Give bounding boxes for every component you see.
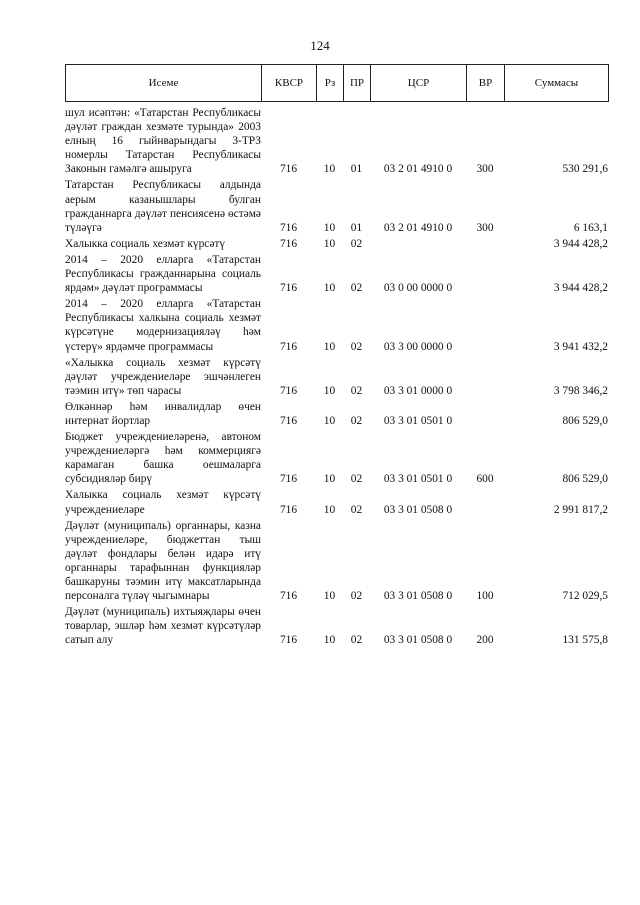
- cell-kvsr: 716: [279, 237, 298, 250]
- header-sum: Суммасы: [505, 65, 609, 102]
- cell-vr: [466, 251, 504, 295]
- cell-vr: 200: [476, 634, 494, 647]
- cell-kvsr: 716: [279, 340, 298, 353]
- cell-pr: 02: [350, 340, 363, 353]
- table-row: [65, 486, 608, 516]
- cell-vr: [466, 295, 504, 353]
- cell-sum: 3 798 346,2: [553, 384, 608, 397]
- cell-rz: 10: [323, 473, 336, 486]
- cell-sum: 806 529,0: [562, 414, 608, 427]
- cell-kvsr: 716: [279, 282, 298, 295]
- table-row: [65, 354, 608, 398]
- cell-name: Дәүләт (муниципаль) ихтыяҗлары өчен товарлар, эшләр һәм хезмәт күрсәтүләр сатып алу: [65, 606, 261, 647]
- cell-vr: 300: [476, 221, 494, 234]
- page-number: 124: [310, 38, 330, 53]
- cell-kvsr: 716: [279, 634, 298, 647]
- cell-rz: 10: [323, 221, 336, 234]
- cell-pr: 02: [350, 237, 363, 250]
- cell-name: «Халыкка социаль хезмәт күрсәтү дәүләт учреждениеләре эшчәнлеген тәэмин итү» төп чарасы: [65, 356, 261, 397]
- cell-csr: 03 2 01 4910 0: [383, 163, 453, 176]
- cell-rz: 10: [323, 163, 336, 176]
- cell-rz: 10: [323, 237, 336, 250]
- cell-csr: 03 3 01 0000 0: [383, 384, 453, 397]
- cell-sum: 3 944 428,2: [553, 282, 608, 295]
- cell-kvsr: 716: [279, 384, 298, 397]
- cell-csr: 03 3 01 0501 0: [383, 473, 453, 486]
- cell-csr: 03 2 01 4910 0: [383, 221, 453, 234]
- cell-csr: 03 3 00 0000 0: [383, 340, 453, 353]
- cell-vr: [466, 354, 504, 398]
- cell-rz: 10: [323, 590, 336, 603]
- table-row: [65, 235, 608, 251]
- table-row: [65, 104, 608, 176]
- cell-pr: 02: [350, 590, 363, 603]
- cell-rz: 10: [323, 414, 336, 427]
- cell-vr: 300: [476, 163, 494, 176]
- cell-pr: 02: [350, 414, 363, 427]
- cell-name: шул исәптән: «Татарстан Республикасы дәүләт граждан хезмәте турында» 2003 елның 16 гыйнварындагы 3-ТРЗ номерлы Татарстан Республикасы Законын гамәлгә ашыруга: [65, 107, 261, 176]
- table-row: [65, 251, 608, 295]
- cell-rz: 10: [323, 340, 336, 353]
- header-csr: ЦСР: [371, 65, 467, 102]
- cell-name: Бюджет учреждениеләренә, автоном учреждениеләргә һәм коммерциягә карамаган башка оешмаларга субсидияләр бирү: [65, 431, 261, 486]
- cell-kvsr: 716: [279, 473, 298, 486]
- budget-table: [65, 104, 608, 647]
- table-row: [65, 603, 608, 647]
- header-vr: ВР: [467, 65, 505, 102]
- cell-kvsr: 716: [279, 221, 298, 234]
- cell-vr: 600: [476, 473, 494, 486]
- cell-rz: 10: [323, 384, 336, 397]
- cell-csr: 03 3 01 0508 0: [383, 634, 453, 647]
- cell-sum: 131 575,8: [562, 634, 608, 647]
- cell-name: Өлкәннәр һәм инвалидлар өчен интернат йортлар: [65, 400, 261, 427]
- cell-sum: 2 991 817,2: [553, 503, 608, 516]
- cell-sum: 806 529,0: [562, 473, 608, 486]
- header-rz: Рз: [317, 65, 344, 102]
- cell-kvsr: 716: [279, 414, 298, 427]
- cell-name: Халыкка социаль хезмәт күрсәтү: [65, 237, 226, 250]
- table-header: [65, 64, 609, 102]
- header-pr: ПР: [344, 65, 371, 102]
- table-row: [65, 295, 608, 353]
- cell-name: Татарстан Республикасы алдында аерым казанышлары булган гражданнарга дәүләт пенсиясенә өстәмә түләүгә: [65, 179, 261, 234]
- cell-csr: 03 3 01 0508 0: [383, 503, 453, 516]
- cell-pr: 02: [350, 634, 363, 647]
- cell-sum: 6 163,1: [573, 221, 608, 234]
- cell-sum: 530 291,6: [562, 163, 608, 176]
- cell-name: 2014 – 2020 елларга «Татарстан Республикасы халкына социаль хезмәт күрсәтүне модернизацияләү һәм үстерү» ярдәмче программасы: [65, 298, 261, 353]
- table-row: [65, 398, 608, 428]
- cell-vr: 100: [476, 590, 494, 603]
- header-kvsr: КВСР: [262, 65, 317, 102]
- cell-csr: 03 3 01 0508 0: [383, 590, 453, 603]
- table-row: [65, 176, 608, 234]
- cell-kvsr: 716: [279, 163, 298, 176]
- cell-kvsr: 716: [279, 590, 298, 603]
- cell-vr: [466, 398, 504, 428]
- cell-csr: 03 3 01 0501 0: [383, 414, 453, 427]
- cell-pr: 02: [350, 473, 363, 486]
- cell-vr: [466, 235, 504, 251]
- cell-pr: 01: [350, 163, 363, 176]
- cell-pr: 01: [350, 221, 363, 234]
- table-row: [65, 517, 608, 604]
- cell-rz: 10: [323, 634, 336, 647]
- cell-vr: [466, 486, 504, 516]
- cell-pr: 02: [350, 282, 363, 295]
- cell-kvsr: 716: [279, 503, 298, 516]
- cell-name: 2014 – 2020 елларга «Татарстан Республикасы гражданнарына социаль ярдәм» дәүләт программасы: [65, 253, 261, 295]
- cell-pr: 02: [350, 503, 363, 516]
- cell-pr: 02: [350, 384, 363, 397]
- cell-csr: [370, 235, 466, 251]
- cell-name: Дәүләт (муниципаль) органнары, казна учреждениеләре, бюджеттан тыш дәүләт фондлары белән идарә итү органнары тарафыннан функцияләр башкаруны тәэмин итү максатларында персоналга түләү чыгымнары: [65, 519, 261, 603]
- table-row: [65, 428, 608, 486]
- cell-sum: 712 029,5: [562, 590, 608, 603]
- cell-sum: 3 941 432,2: [553, 340, 608, 353]
- cell-rz: 10: [323, 282, 336, 295]
- cell-name: Халыкка социаль хезмәт күрсәтү учреждениеләре: [65, 489, 261, 516]
- cell-sum: 3 944 428,2: [553, 237, 608, 250]
- cell-rz: 10: [323, 503, 336, 516]
- header-name: Исеме: [66, 65, 262, 102]
- cell-csr: 03 0 00 0000 0: [383, 282, 453, 295]
